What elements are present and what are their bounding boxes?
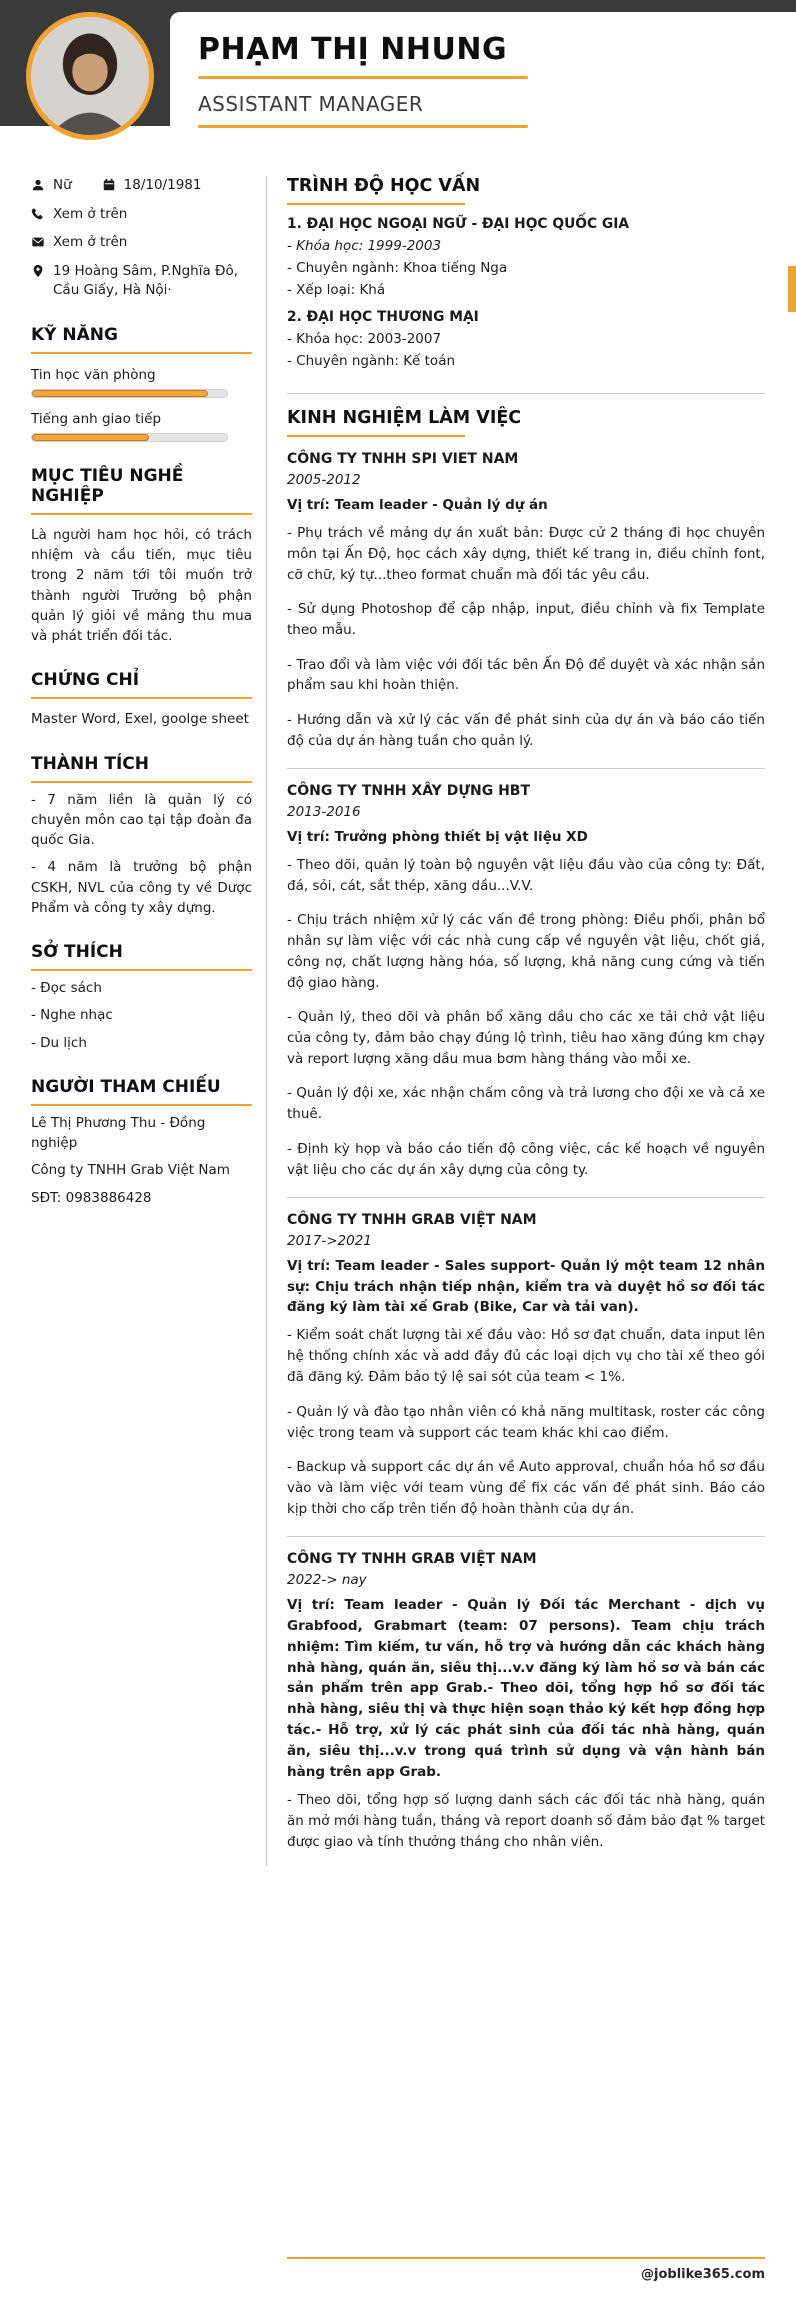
reference-heading: NGƯỜI THAM CHIẾU [31, 1076, 221, 1097]
skill-bar-fill [32, 390, 208, 397]
job-bullet: - Phụ trách về mảng dự án xuất bản: Được cử 2 tháng đi học chuyên môn tại Ấn Độ, học cách xây dựng, thiết kế trang in, điều chỉnh font, cỡ chữ, ký tự...theo format chuẩn mà đối tác yêu cầu. [287, 524, 765, 583]
section-achievements [31, 754, 252, 919]
school-name: 1. ĐẠI HỌC NGOẠI NGỮ - ĐẠI HỌC QUỐC GIA [287, 216, 630, 232]
phone-item [31, 205, 127, 225]
name-panel [170, 12, 796, 154]
company-name: CÔNG TY TNHH SPI VIET NAM [287, 451, 519, 467]
school-detail: - Chuyên ngành: Khoa tiếng Nga [287, 260, 508, 276]
section-underline [31, 969, 252, 971]
address-item [31, 262, 252, 301]
company-name: CÔNG TY TNHH GRAB VIỆT NAM [287, 1211, 537, 1228]
phone-value: Xem ở trên [53, 205, 128, 222]
job-bullet: - Trao đổi và làm việc với đối tác bên Ấn Độ để duyệt và xác nhận sản phẩm sau khi hoàn thiện. [287, 656, 765, 694]
job-position: Vị trí: Team leader - Sales support- Quản lý một team 12 nhân sự: Chịu trách nhận tiếp nhận, kiểm tra và duyệt hồ sơ đối tác đăng ký làm tài xế Grab (Bike, Car và tải van). [287, 1257, 765, 1316]
education-heading: TRÌNH ĐỘ HỌC VẤN [287, 176, 481, 196]
job-position: Vị trí: Trưởng phòng thiết bị vật liệu XD [287, 828, 588, 845]
school-name: 2. ĐẠI HỌC THƯƠNG MẠI [287, 309, 479, 325]
section-experience [287, 393, 765, 1853]
job-position: Vị trí: Team leader - Quản lý Đối tác Merchant - dịch vụ Grabfood, Grabmart (team: 07 persons). Team chịu trách nhiệm: Tìm kiếm, tư vấn, hỗ trợ và hướng dẫn các khách hàng nhà hàng, quán ăn, siêu thị...v.v đăng ký làm hồ sơ và bán các sản phẩm trên app Grab.- Theo dõi, tổng hợp hồ sơ đối tác nhà hàng, siêu thị và thực hiện soạn thảo ký kết hợp đồng hợp tác.- Hỗ trợ, xử lý các phát sinh của đối tác nhà hàng, quán ăn, siêu thị...v.v trong quá trình sử dụng và vận hành bán hàng trên app Grab. [287, 1596, 765, 1781]
skill-label: Tiếng anh giao tiếp [31, 410, 162, 427]
section-underline [31, 352, 252, 354]
skill-label: Tin học văn phòng [31, 366, 156, 383]
info-row [31, 233, 252, 253]
school-detail: - Xếp loại: Khá [287, 282, 386, 298]
job-bullet: - Kiểm soát chất lượng tài xế đầu vào: Hồ sơ đạt chuẩn, data input lên hệ thống chính xác và add đầy đủ các loại dịch vụ cho tài xế theo gói đã đăng ký. Đảm bảo tỷ lệ sai sót của team < 1%. [287, 1327, 765, 1386]
job-position: Vị trí: Team leader - Quản lý dự án [287, 497, 548, 513]
email-value: Xem ở trên [53, 234, 128, 251]
certificates-text: Master Word, Exel, goolge sheet [31, 711, 249, 728]
personal-info [31, 176, 252, 301]
job-title: ASSISTANT MANAGER [198, 92, 424, 116]
job-bullet: - Quản lý, theo dõi và phân bổ xăng dầu cho các xe tải chở vật liệu của công ty, đảm bảo chạy đúng lộ trình, tiêu hao xăng đúng km chạy và report lượng xăng dầu mua bơm hàng tháng vào mỗi xe. [287, 1009, 765, 1068]
job-bullet: - Quản lý đội xe, xác nhận chấm công và trả lương cho đội xe và cả xe thuê. [287, 1085, 765, 1123]
objective-text: Là người ham học hỏi, có trách nhiệm và cầu tiến, mục tiêu trong 2 năm tới tôi muốn trở thành người Trưởng bộ phận quản lý giỏi về mảng thu mua và phát triển đối tác. [31, 526, 252, 645]
job-bullet: - Theo dõi, quản lý toàn bộ nguyên vật liệu đầu vào của công ty: Đất, đá, sỏi, cát, sắt thép, xăng dầu...V.V. [287, 856, 765, 894]
job-bullet: - Định kỳ họp và báo cáo tiến độ công việc, các kế hoạch về nguyên vật liệu cho các dự án xây dựng của công ty. [287, 1140, 765, 1178]
phone-icon [31, 207, 45, 221]
section-hobbies [31, 942, 252, 1053]
job-bullet: - Theo dõi, tổng hợp số lượng danh sách các đối tác nhà hàng, quán ăn mở mới hàng tuần, tháng và report doanh số đảm bảo đạt % target được giao và tính thưởng tháng cho nhân viên. [287, 1792, 765, 1850]
dob-value: 18/10/1981 [123, 177, 202, 193]
education-entry [287, 216, 765, 298]
info-row [31, 262, 252, 301]
left-column [31, 174, 252, 1866]
info-row [31, 176, 252, 196]
section-skills [31, 325, 252, 442]
company-name: CÔNG TY TNHH GRAB VIỆT NAM [287, 1550, 537, 1567]
section-underline [287, 435, 465, 437]
school-detail: - Khóa học: 2003-2007 [287, 331, 442, 347]
section-underline [287, 203, 465, 205]
achievement-item: - 7 năm liền là quản lý có chuyên môn cao tại tập đoàn đa quốc Gia. [31, 791, 252, 849]
objective-heading: MỤC TIÊU NGHỀ NGHIỆP [31, 465, 184, 506]
hobby-item: - Du lịch [31, 1034, 87, 1051]
job-bullet: - Hướng dẫn và xử lý các vấn đề phát sinh của dự án và báo cáo tiến độ của dự án hàng tuần cho quản lý. [287, 711, 765, 749]
person-icon [31, 178, 45, 192]
job-period: 2005-2012 [287, 472, 361, 488]
job-period: 2022-> nay [287, 1571, 367, 1588]
school-detail: - Chuyên ngành: Kế toán [287, 353, 456, 369]
separator-line [287, 393, 765, 394]
separator-line [287, 1197, 765, 1198]
address-value: 19 Hoàng Sâm, P.Nghĩa Đô, Cầu Giấy, Hà Nội· [53, 262, 239, 299]
skill-bar-fill [32, 434, 149, 441]
brand-watermark: @joblike365.com [641, 2267, 765, 2282]
section-objective [31, 466, 252, 647]
gender-value: Nữ [53, 177, 72, 193]
content [0, 154, 796, 1866]
separator-line [287, 768, 765, 769]
name-underline [198, 76, 528, 79]
location-icon [31, 264, 45, 278]
skill-bar [31, 389, 228, 398]
skill-item [31, 411, 252, 442]
reference-line: SĐT: 0983886428 [31, 1189, 152, 1206]
job-bullet: - Sử dụng Photoshop để cập nhập, input, điều chỉnh và fix Template theo mẫu. [287, 601, 765, 639]
section-underline [31, 781, 252, 783]
job-period: 2013-2016 [287, 803, 361, 820]
page-edge-accent [788, 266, 796, 312]
right-column [287, 174, 765, 1866]
job-entry [287, 1551, 765, 1853]
job-period: 2017->2021 [287, 1232, 372, 1249]
skill-bar [31, 433, 228, 442]
info-row [31, 205, 252, 225]
job-bullet: - Backup và support các dự án về Auto approval, chuẩn hóa hồ sơ đầu vào và làm việc với team vùng để fix các vấn đề phát sinh. Báo cáo kịp thời cho cấp trên tiến độ hoàn thành của dự án. [287, 1459, 765, 1517]
achievement-item: - 4 năm là trưởng bộ phận CSKH, NVL của công ty về Dược Phẩm và công ty xây dựng. [31, 859, 252, 916]
section-underline [31, 697, 252, 699]
separator-line [287, 1536, 765, 1537]
profile-photo [26, 12, 154, 140]
reference-line: Lê Thị Phương Thu - Đồng nghiệp [31, 1114, 206, 1152]
section-underline [31, 513, 252, 515]
footer [287, 2257, 765, 2282]
calendar-icon [102, 178, 116, 192]
header [0, 0, 796, 154]
section-certificates [31, 670, 252, 729]
experience-heading: KINH NGHIỆM LÀM VIỆC [287, 408, 522, 428]
job-entry [287, 1212, 765, 1520]
job-bullet: - Chịu trách nhiệm xử lý các vấn đề trong phòng: Điều phối, phân bổ nhân sự làm việc với các nhà cung cấp về nguyên vật liệu, chốt giá, công nợ, chất lượng hàng hóa, số lượng, khả năng cung cứng và tiến độ giao hàng. [287, 911, 765, 991]
gender-item [31, 176, 72, 196]
school-detail: - Khóa học: 1999-2003 [287, 238, 442, 254]
skills-heading: KỸ NĂNG [31, 324, 118, 345]
email-item [31, 233, 127, 253]
dob-item [102, 176, 202, 196]
company-name: CÔNG TY TNHH XÂY DỰNG HBT [287, 782, 531, 799]
education-entry [287, 309, 765, 369]
mail-icon [31, 235, 45, 249]
title-underline [198, 125, 528, 128]
achievements-heading: THÀNH TÍCH [31, 753, 149, 774]
section-underline [31, 1104, 252, 1106]
certificates-heading: CHỨNG CHỈ [31, 670, 140, 691]
hobbies-heading: SỞ THÍCH [31, 942, 123, 963]
candidate-name: PHẠM THỊ NHUNG [198, 32, 508, 67]
job-bullet: - Quản lý và đào tạo nhân viên có khả năng multitask, roster các công việc trong team và support các team khác khi cao điểm. [287, 1403, 765, 1441]
section-reference [31, 1077, 252, 1208]
skill-item [31, 367, 252, 398]
column-divider [266, 176, 267, 1866]
job-entry [287, 783, 765, 1181]
footer-rule [287, 2257, 765, 2259]
reference-line: Công ty TNHH Grab Việt Nam [31, 1162, 230, 1179]
job-entry [287, 451, 765, 752]
section-education [287, 176, 765, 369]
hobby-item: - Đọc sách [31, 980, 102, 997]
hobby-item: - Nghe nhạc [31, 1007, 113, 1024]
avatar-illustration [31, 17, 149, 135]
